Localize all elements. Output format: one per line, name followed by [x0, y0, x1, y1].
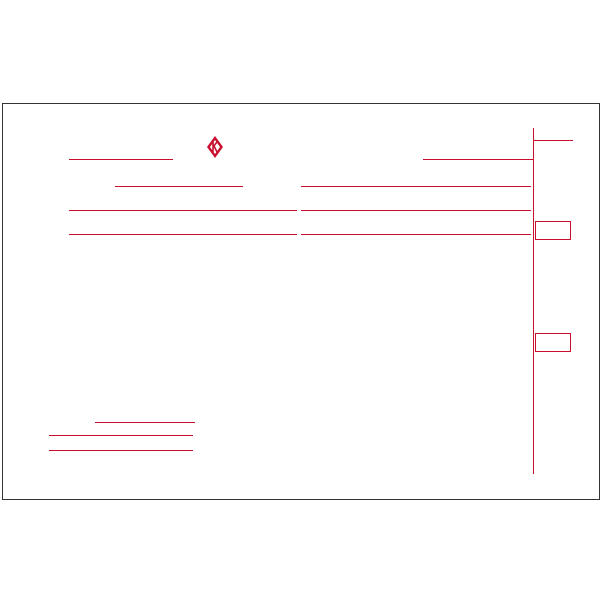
- recap-60hr-box: [535, 333, 571, 352]
- driver-daily-log-form: [2, 103, 600, 500]
- recap-70hr-box: [535, 221, 571, 240]
- duty-status-grid: [3, 104, 599, 499]
